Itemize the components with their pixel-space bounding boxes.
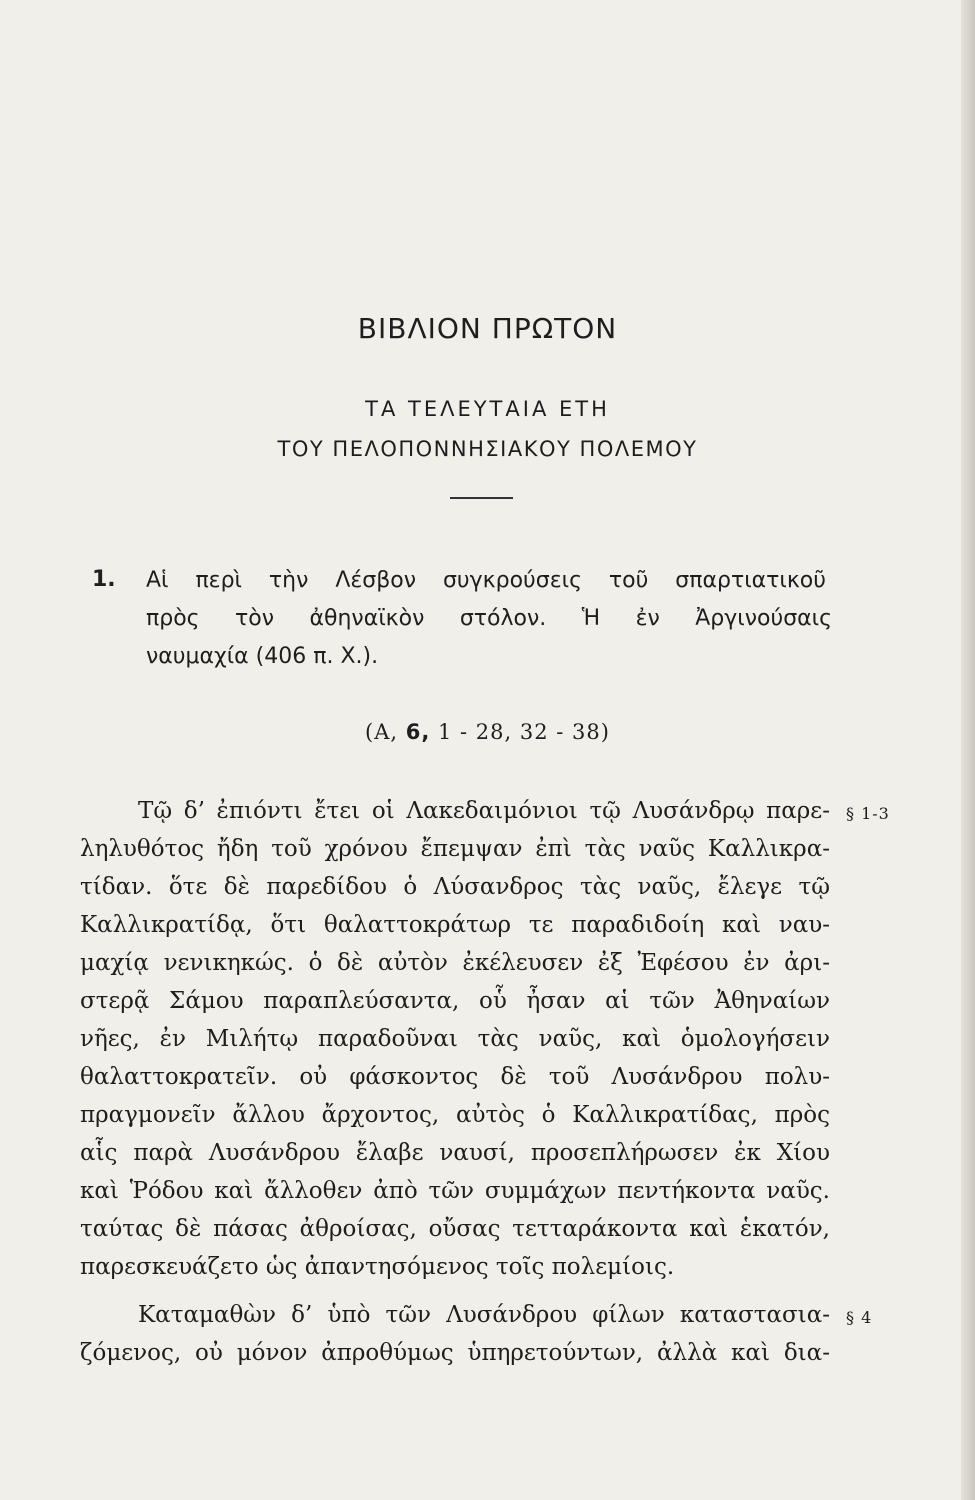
text-line: νῆες, ἐν Μιλήτῳ παραδοῦναι τὰς ναῦς, καὶ ὁμολογήσειν <box>80 1026 830 1052</box>
text-line: παρεσκευάζετο ὡς ἀπαντησόμενος τοῖς πολεμίοις. <box>80 1254 675 1280</box>
source-reference-pre: (Α, <box>365 720 406 744</box>
section-heading-line-3: ναυμαχία (406 π. Χ.). <box>146 644 379 669</box>
text-line: πραγμονεῖν ἄλλου ἄρχοντος, αὐτὸς ὁ Καλλικρατίδας, πρὸς <box>80 1102 830 1128</box>
source-reference <box>0 720 975 744</box>
text-line: καὶ Ῥόδου καὶ ἄλλοθεν ἀπὸ τῶν συμμάχων πεντήκοντα ναῦς. <box>80 1178 830 1204</box>
book-title: ΒΙΒΛΙΟΝ ΠΡΩΤΟΝ <box>357 312 618 345</box>
text-line: στερᾷ Σάμου παραπλεύσαντα, οὗ ἦσαν αἱ τῶν Ἀθηναίων <box>80 988 830 1014</box>
section-heading-line-1: Αἱ περὶ τὴν Λέσβον συγκρούσεις τοῦ σπαρτιατικοῦ <box>146 568 826 593</box>
section-number: 1. <box>92 567 116 592</box>
margin-note-2: § 4 <box>846 1308 873 1327</box>
page-edge <box>961 0 975 1500</box>
text-line: ταύτας δὲ πάσας ἀθροίσας, οὔσας τετταράκοντα καὶ ἑκατόν, <box>80 1216 830 1242</box>
subtitle-line-2: ΤΟΥ ΠΕΛΟΠΟΝΝΗΣΙΑΚΟΥ ΠΟΛΕΜΟΥ <box>277 437 698 461</box>
section-heading-line-2: πρὸς τὸν ἀθηναϊκὸν στόλον. Ἡ ἐν Ἀργινούσαις <box>146 606 832 631</box>
text-line: αἷς παρὰ Λυσάνδρου ἔλαβε ναυσί, προσεπλήρωσεν ἐκ Χίου <box>80 1140 830 1166</box>
title-divider <box>450 497 513 499</box>
text-line: μαχίᾳ νενικηκώς. ὁ δὲ αὐτὸν ἐκέλευσεν ἐξ Ἐφέσου ἐν ἀρι- <box>80 950 830 976</box>
text-line: ληλυθότος ἤδη τοῦ χρόνου ἔπεμψαν ἐπὶ τὰς ναῦς Καλλικρα- <box>80 836 830 862</box>
text-line: Καλλικρατίδᾳ, ὅτι θαλαττοκράτωρ τε παραδιδοίη καὶ ναυ- <box>80 912 830 938</box>
text-line: Καταμαθὼν δ’ ὑπὸ τῶν Λυσάνδρου φίλων καταστασια- <box>138 1302 830 1328</box>
text-line: Τῷ δ’ ἐπιόντι ἔτει οἱ Λακεδαιμόνιοι τῷ Λυσάνδρῳ παρε- <box>138 798 830 824</box>
text-line: θαλαττοκρατεῖν. οὐ φάσκοντος δὲ τοῦ Λυσάνδρου πολυ- <box>80 1064 830 1090</box>
source-reference-chapter: 6, <box>405 720 431 744</box>
text-line: ζόμενος, οὐ μόνον ἀπροθύμως ὑπηρετούντων, ἀλλὰ καὶ δια- <box>80 1340 830 1366</box>
subtitle-line-1: ΤΑ ΤΕΛΕΥΤΑΙΑ ΕΤΗ <box>365 397 610 421</box>
source-reference-post: 1 - 28, 32 - 38) <box>430 720 610 744</box>
text-line: τίδαν. ὅτε δὲ παρεδίδου ὁ Λύσανδρος τὰς ναῦς, ἔλεγε τῷ <box>80 874 830 900</box>
margin-note-1: § 1-3 <box>846 804 890 823</box>
